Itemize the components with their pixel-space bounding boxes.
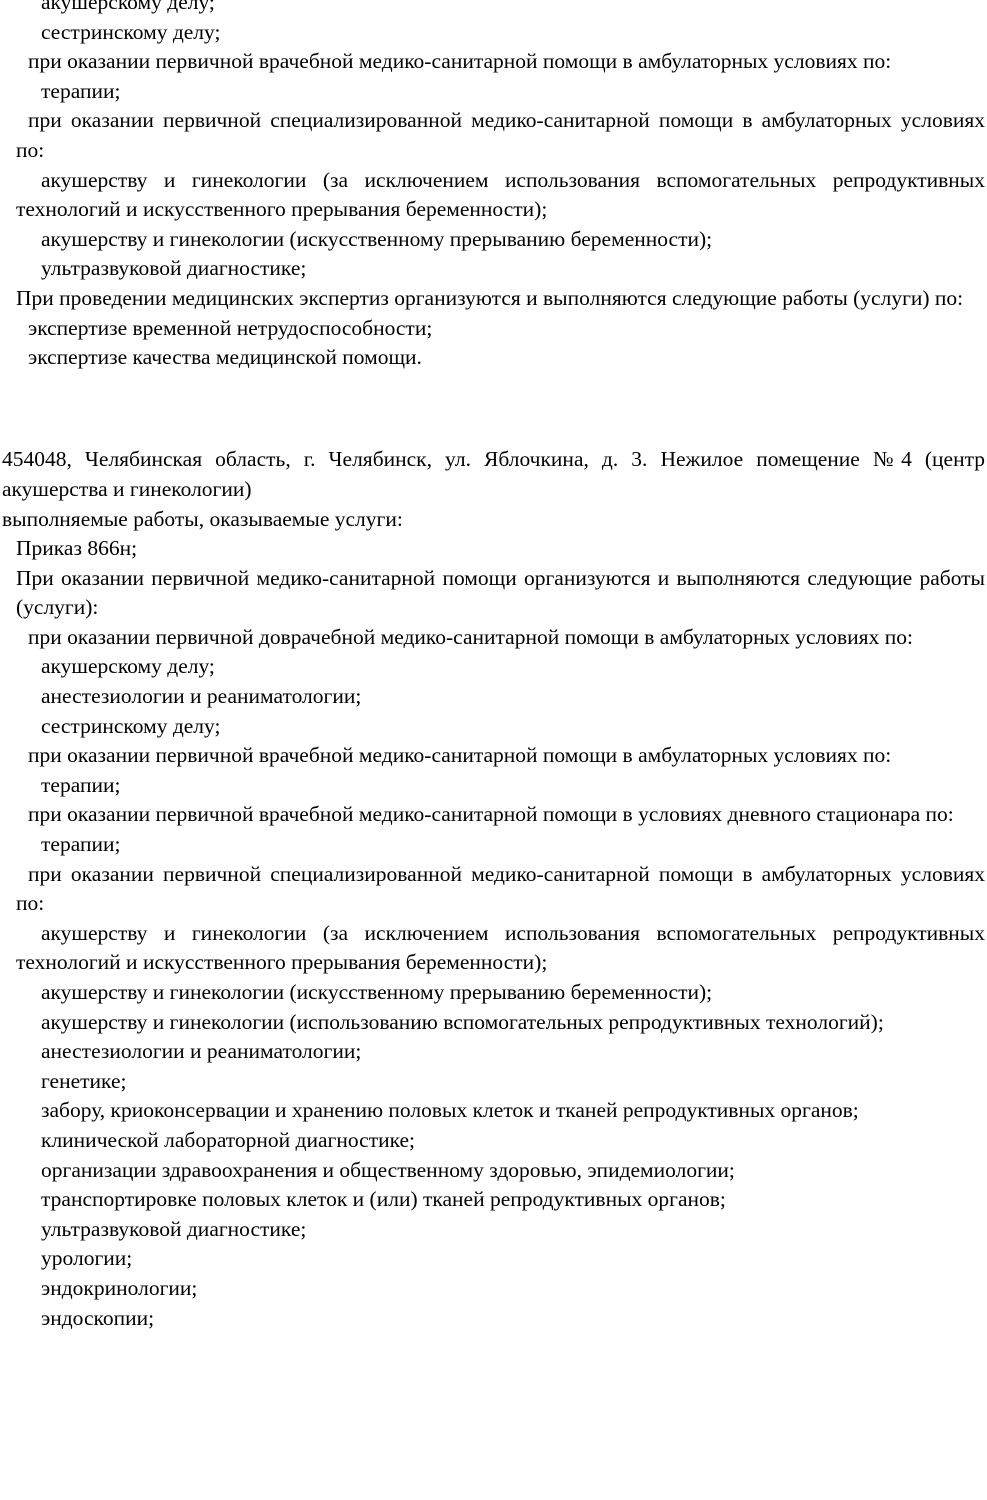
paragraph: терапии; <box>41 832 121 857</box>
paragraph: при оказании первичной врачебной медико-санитарной помощи в амбулаторных условиях по: <box>28 49 892 74</box>
paragraph: ультразвуковой диагностике; <box>41 1216 307 1241</box>
paragraph: сестринскому делу; <box>41 713 221 738</box>
paragraph: ультразвуковой диагностике; <box>41 256 307 281</box>
blank-line <box>0 394 987 424</box>
paragraph: акушерству и гинекологии (искусственному прерыванию беременности); <box>41 226 713 251</box>
paragraph: акушерству и гинекологии (за исключением использования вспомогательных репродуктивных технологий и искусственного прерывания беременности); <box>16 920 985 975</box>
paragraph: при оказании первичной врачебной медико-санитарной помощи в амбулаторных условиях по: <box>28 743 892 768</box>
paragraph: анестезиологии и реаниматологии; <box>41 1039 362 1064</box>
paragraph: экспертизе временной нетрудоспособности; <box>28 315 433 340</box>
paragraph: урологии; <box>41 1246 133 1271</box>
paragraph: акушерству и гинекологии (искусственному прерыванию беременности); <box>41 980 713 1004</box>
paragraph: 454048, Челябинская область, г. Челябинск, ул. Яблочкина, д. 3. Нежилое помещение №4 (центр акушерства и гинекологии) <box>2 447 985 501</box>
paragraph: при оказании первичной специализированной медико-санитарной помощи в амбулаторных условиях по: <box>16 861 985 916</box>
paragraph: эндоскопии; <box>41 1305 155 1330</box>
paragraph: При проведении медицинских экспертиз организуются и выполняются следующие работы (услуги) по: <box>16 285 964 310</box>
paragraph: При оказании первичной медико-санитарной помощи организуются и выполняются следующие работы (услуги): <box>16 565 985 620</box>
paragraph: при оказании первичной специализированной медико-санитарной помощи в амбулаторных условиях по: <box>16 108 985 162</box>
paragraph: эндокринологии; <box>41 1275 198 1300</box>
paragraph: при оказании первичной доврачебной медико-санитарной помощи в амбулаторных условиях по: <box>28 624 913 649</box>
paragraph: экспертизе качества медицинской помощи. <box>28 345 422 370</box>
paragraph: забору, криоконсервации и хранению половых клеток и тканей репродуктивных органов; <box>41 1098 859 1123</box>
paragraph: организации здравоохранения и общественному здоровью, эпидемиологии; <box>41 1157 735 1182</box>
paragraph: сестринскому делу; <box>41 19 221 44</box>
paragraph: генетике; <box>41 1068 127 1093</box>
paragraph: акушерству и гинекологии (использованию вспомогательных репродуктивных технологий); <box>41 1009 884 1034</box>
paragraph: Приказ 866н; <box>16 536 138 561</box>
paragraph: терапии; <box>41 772 121 797</box>
paragraph: при оказании первичной врачебной медико-санитарной помощи в условиях дневного стационара по: <box>28 802 954 827</box>
paragraph: акушерству и гинекологии (за исключением использования вспомогательных репродуктивных технологий и искусственного прерывания беременности); <box>16 167 985 222</box>
paragraph: выполняемые работы, оказываемые услуги: <box>2 506 403 531</box>
paragraph: терапии; <box>41 78 121 103</box>
paragraph: анестезиологии и реаниматологии; <box>41 684 362 709</box>
paragraph: акушерскому делу; <box>41 654 215 679</box>
paragraph: клинической лабораторной диагностике; <box>41 1127 416 1152</box>
paragraph: транспортировке половых клеток и (или) тканей репродуктивных органов; <box>41 1187 726 1212</box>
paragraph: акушерскому делу; <box>41 0 215 14</box>
